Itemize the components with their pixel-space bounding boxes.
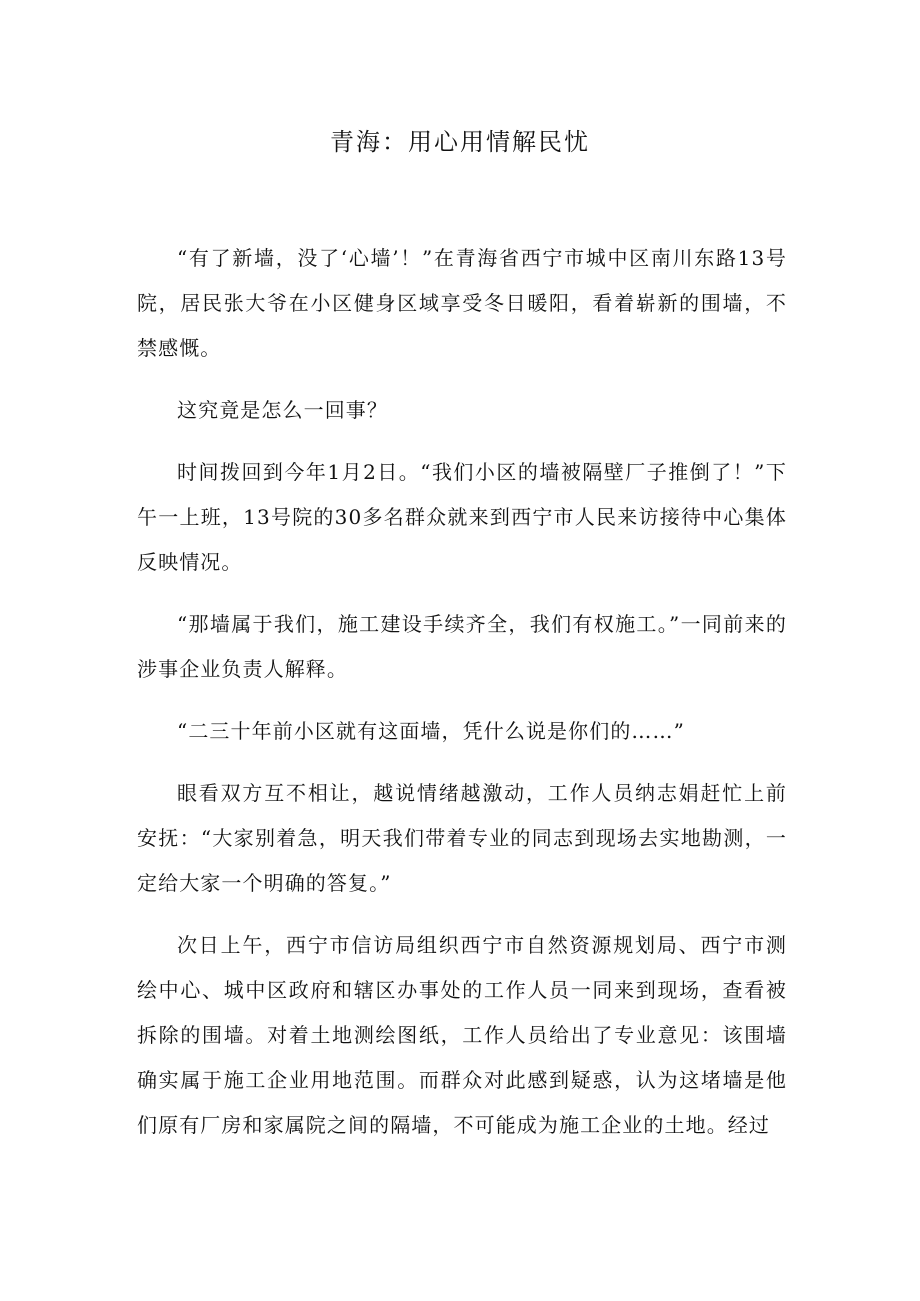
paragraph: “有了新墙，没了‘心墙’！”在青海省西宁市城中区南川东路13号院，居民张大爷在小区健身区域享受冬日暖阳，看着崭新的围墙，不禁感慨。 (137, 246, 787, 360)
document-body (137, 236, 787, 1165)
paragraph: 时间拨回到今年1月2日。“我们小区的墙被隔壁厂子推倒了！”下午一上班，13号院的30多名群众就来到西宁市人民来访接待中心集体反映情况。 (137, 460, 787, 574)
paragraph: 眼看双方互不相让，越说情绪越激动，工作人员纳志娟赶忙上前安抚：“大家别着急，明天我们带着专业的同志到现场去实地勘测，一定给大家一个明确的答复。” (137, 781, 787, 895)
paragraph: 次日上午，西宁市信访局组织西宁市自然资源规划局、西宁市测绘中心、城中区政府和辖区办事处的工作人员一同来到现场，查看被拆除的围墙。对着土地测绘图纸，工作人员给出了专业意见：该围墙确实属于施工企业用地范围。而群众对此感到疑惑，认为这堵墙是他们原有厂房和家属院之间的隔墙，不可能成为施工企业的土地。经过 (137, 933, 787, 1137)
paragraph: “二三十年前小区就有这面墙，凭什么说是你们的……” (177, 719, 685, 743)
paragraph: 这究竟是怎么一回事？ (177, 398, 388, 422)
document-title: 青海：用心用情解民忧 (330, 128, 590, 156)
paragraph: “那墙属于我们，施工建设手续齐全，我们有权施工。”一同前来的涉事企业负责人解释。 (137, 612, 787, 681)
